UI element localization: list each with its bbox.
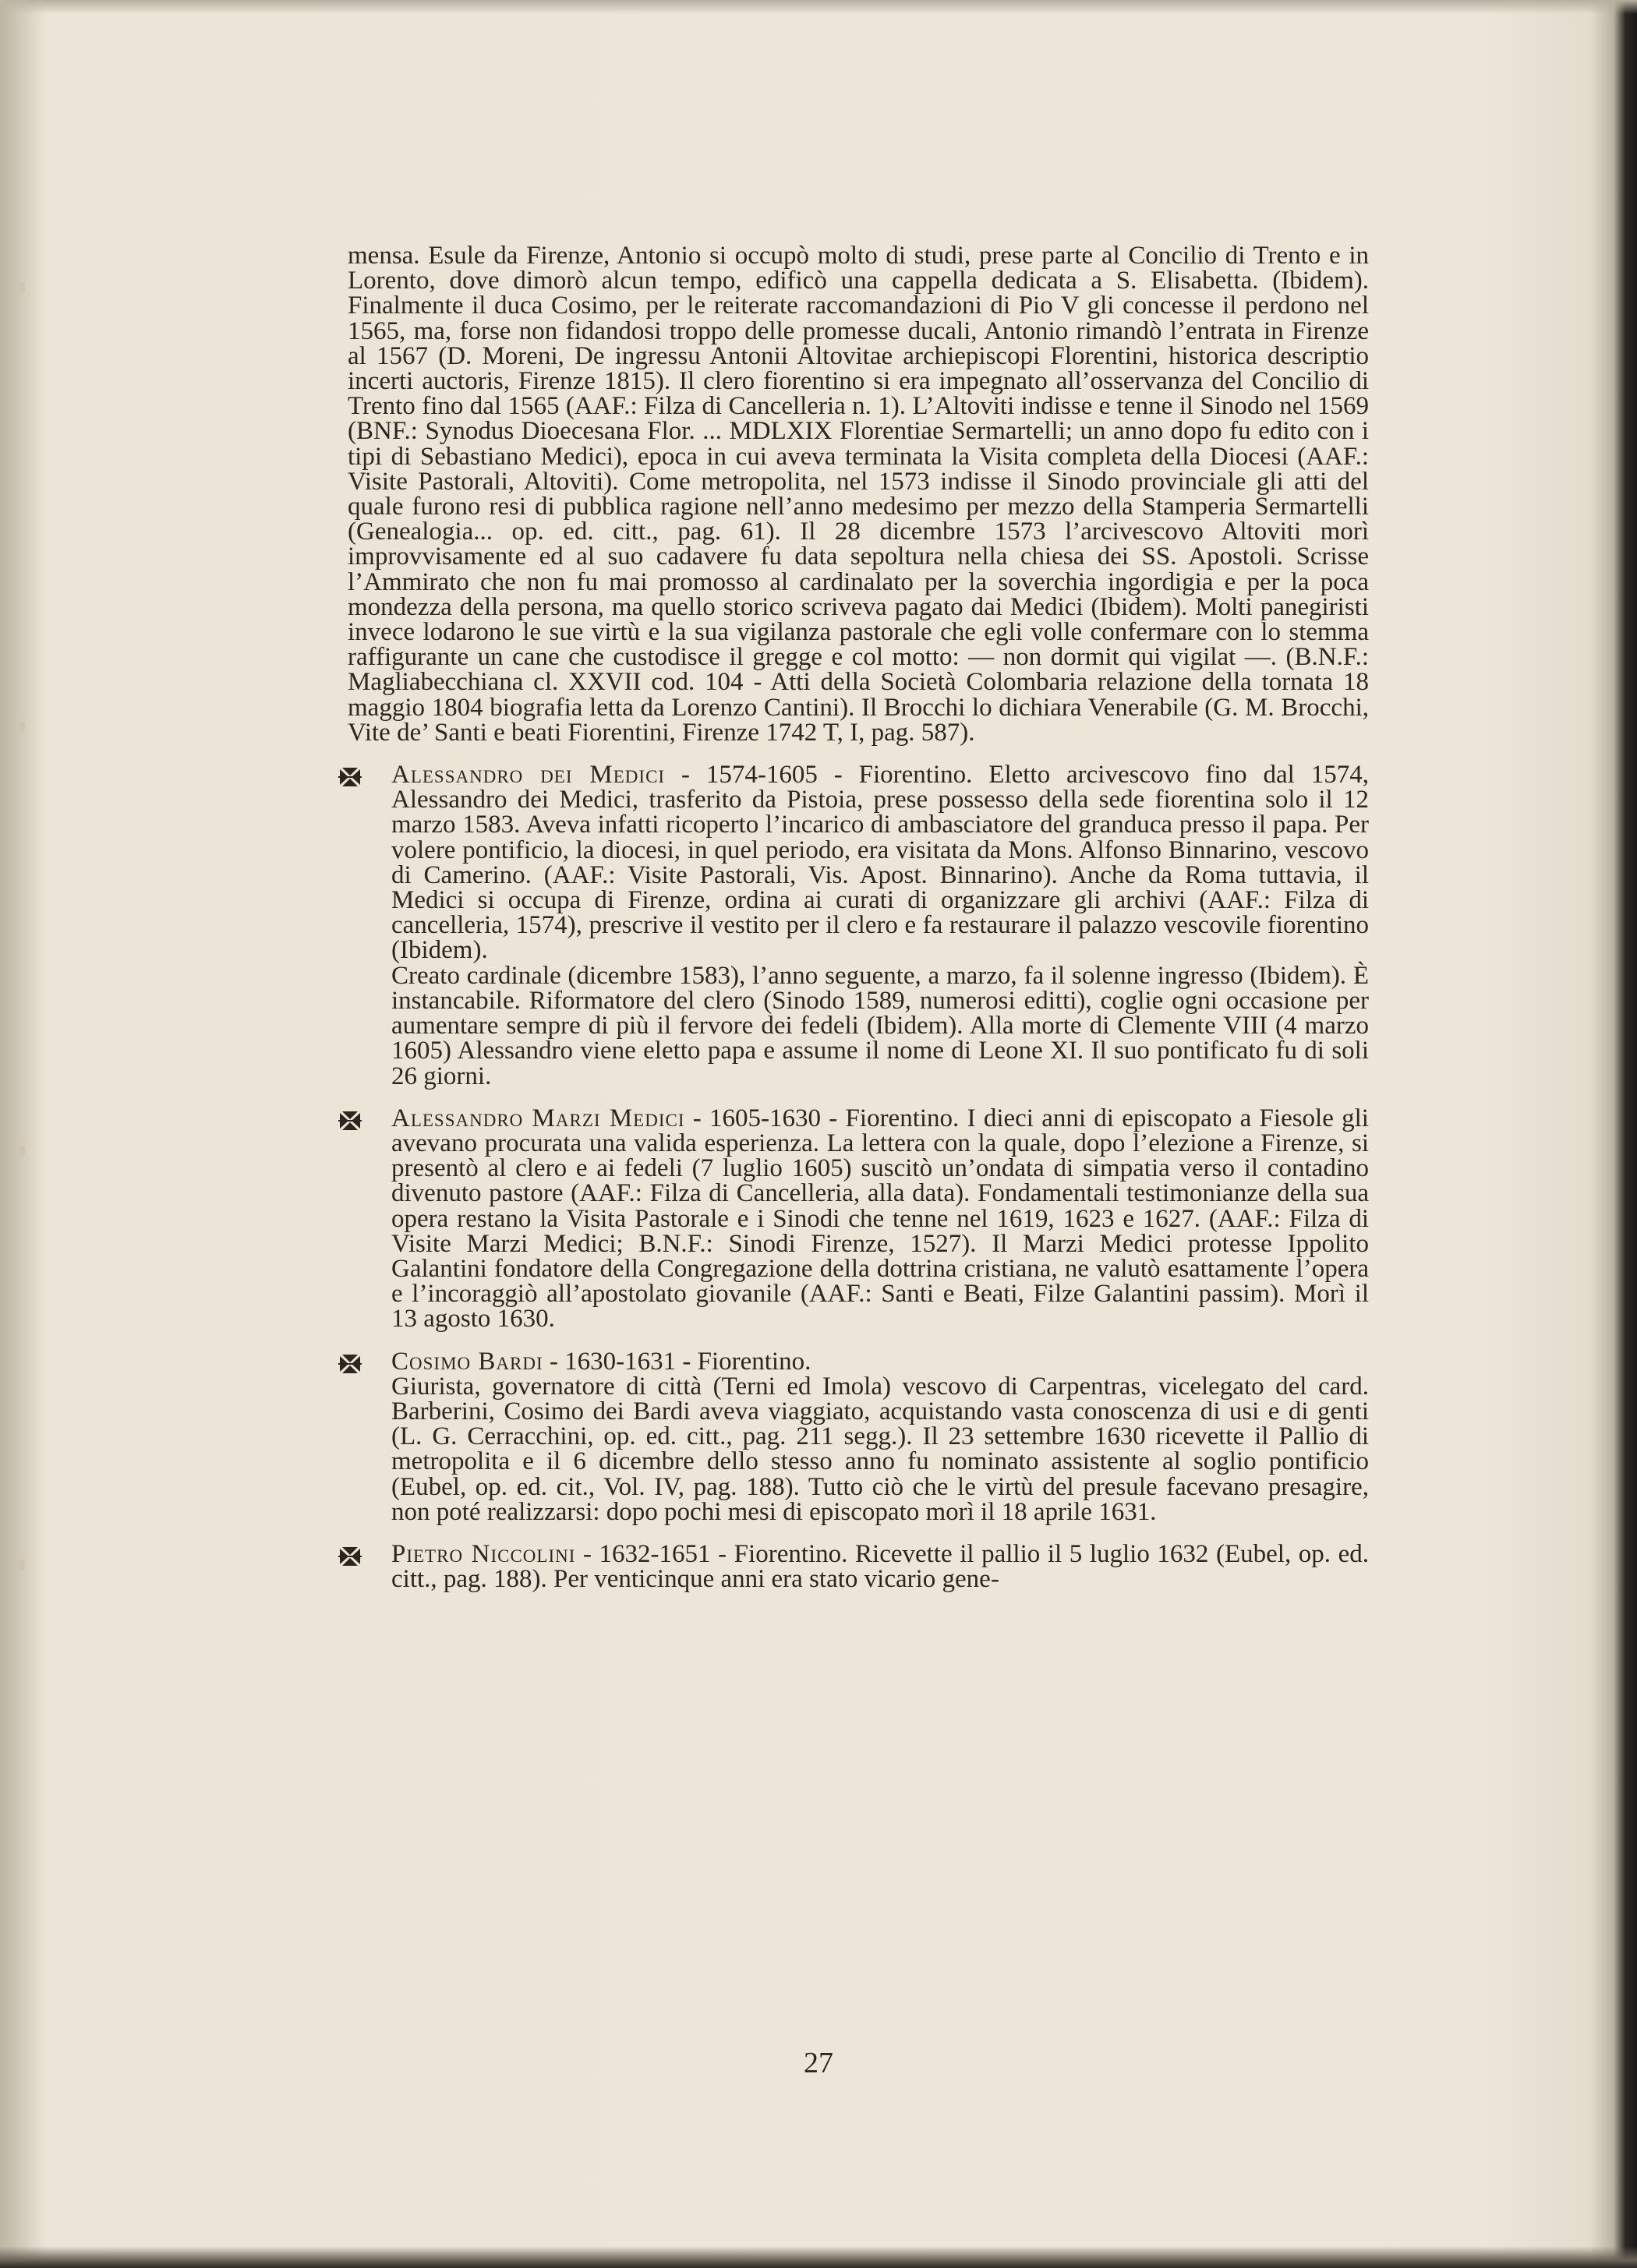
entry-name: Pietro Niccolini <box>391 1539 576 1568</box>
entry-pietro-niccolini <box>348 1539 1370 1594</box>
entry-name: Alessandro Marzi Medici <box>391 1104 685 1132</box>
entry-name: Cosimo Bardi <box>391 1347 543 1376</box>
binding-mark <box>17 282 25 293</box>
entry-cosimo-bardi <box>348 1349 1369 1524</box>
text-column <box>348 242 1370 1594</box>
entry-name: Alessandro dei Medici <box>391 761 666 790</box>
entry-alessandro-dei-medici <box>348 762 1369 1089</box>
entry-text: I dieci anni di episcopato a Fiesole gli avevano procurata una valida esperienza. La lettera con la quale, dopo l’elezione a Firenze, si presentò al clero e ai fedeli (7 luglio 1605) suscitò un’ondata di simpatia verso il contadino divenuto pastore (AAF.: Filza di Cancelleria, alla data). Fondamentali testimonianze della sua opera restano la Visita Pastorale e i Sinodi che tenne nel 1619, 1623 e 1627. (AAF.: Filza di Visite Marzi Medici; B.N.F.: Sinodi Firenze, 1527). Il Marzi Medici protesse Ippolito Galantini fondatore della Congregazione della dottrina cristiana, ne valutò esattamente l’opera e l’incoraggiò all’apostolato giovanile (AAF.: Santi e Beati, Filze Galantini passim). Morì il 13 agosto 1630. <box>391 1104 1369 1334</box>
entry-text-continued: Creato cardinale (dicembre 1583), l’anno seguente, a marzo, fa il solenne ingresso (Ibidem). È instancabile. Riformatore del clero (Sinodo 1589, numerosi editti), coglie ogni occasione per aumentare sempre di più il fervore dei fedeli (Ibidem). Alla morte di Clemente VIII (4 marzo 1605) Alessandro viene eletto papa e assume il nome di Leone XI. Il suo pontificato fu di soli 26 giorni. <box>391 961 1369 1090</box>
entry-header: - 1630-1631 - Fiorentino. <box>543 1347 811 1376</box>
cross-icon <box>338 1354 362 1374</box>
entry-text: Ricevette il pallio il 5 luglio 1632 (Eubel, op. ed. citt., pag. 188). Per venticinque anni era stato vicario gene- <box>391 1539 1370 1594</box>
cross-icon <box>338 767 362 787</box>
entry-header: - 1632-1651 - Fiorentino. <box>575 1539 856 1568</box>
entry-alessandro-marzi-medici <box>348 1106 1369 1332</box>
binding-mark <box>17 721 25 732</box>
entry-header: - 1574-1605 - Fiorentino. <box>665 761 989 790</box>
page-top-shadow <box>0 0 1637 14</box>
entry-header: - 1605-1630 - Fiorentino. <box>684 1104 967 1132</box>
page-left-shadow <box>0 0 47 2268</box>
intro-paragraph: mensa. Esule da Firenze, Antonio si occupò molto di studi, prese parte al Concilio di Trento e in Lorento, dove dimorò alcun tempo, edificò una cappella dedicata a S. Elisabetta. (Ibidem). Finalmente il duca Cosimo, per le reiterate raccomandazioni di Pio V gli concesse il perdono nel 1565, ma, forse non fidandosi troppo delle promesse ducali, Antonio rimandò l’entrata in Firenze al 1567 (D. Moreni, De ingressu Antonii Altovitae archiepiscopi Florentini, historica descriptio incerti auctoris, Firenze 1815). Il clero fiorentino si era impegnato all’osservanza del Concilio di Trento fino dal 1565 (AAF.: Filza di Cancelleria n. 1). L’Altoviti indisse e tenne il Sinodo nel 1569 (BNF.: Synodus Dioecesana Flor. ... MDLXIX Florentiae Sermartelli; un anno dopo fu edito con i tipi di Sebastiano Medici), epoca in cui aveva terminata la Visita completa della Diocesi (AAF.: Visite Pastorali, Altoviti). Come metropolita, nel 1573 indisse il Sinodo provinciale gli atti del quale furono resi di pubblica ragione nell’anno medesimo per mezzo della Stamperia Sermartelli (Genealogia... op. ed. citt., pag. 61). Il 28 dicembre 1573 l’arcivescovo Altoviti morì improvvisamente ed al suo cadavere fu data sepoltura nella chiesa dei SS. Apostoli. Scrisse l’Ammirato che non fu mai promosso al cardinalato per la soverchia ingordigia e per la poca mondezza della persona, ma quello storico scriveva pagato dai Medici (Ibidem). Molti panegiristi invece lodarono le sue virtù e la sua vigilanza pastorale che egli volle confermare con lo stemma raffigurante un cane che custodisce il gregge e col motto: — non dormit qui vigilat —. (B.N.F.: Magliabecchiana cl. XXVII cod. 104 - Atti della Società Colombaria relazione della tornata 18 maggio 1804 biografia letta da Lorenzo Cantini). Il Brocchi lo dichiara Venerabile (G. M. Brocchi, Vite de’ Santi e beati Fiorentini, Firenze 1742 T, I, pag. 587). <box>348 242 1369 747</box>
page-bottom-shadow <box>0 2246 1637 2268</box>
cross-icon <box>338 1111 362 1131</box>
binding-mark <box>17 1559 25 1570</box>
entry-text: Giurista, governatore di città (Terni ed Imola) vescovo di Carpentras, vicelegato del card. Barberini, Cosimo dei Bardi aveva viaggiato, acquistando vasta conoscenza di usi e di genti (L. G. Cerracchini, op. ed. citt., pag. 211 segg.). Il 23 settembre 1630 ricevette il Pallio di metropolita e il 6 dicembre dello stesso anno fu nominato assistente al soglio pontificio (Eubel, op. ed. cit., Vol. IV, pag. 188). Tutto ciò che le virtù del presule facevano presagire, non poté realizzarsi: dopo pochi mesi di episcopato morì il 18 aprile 1631. <box>391 1372 1369 1526</box>
entry-text: Eletto arcivescovo fino dal 1574, Alessandro dei Medici, trasferito da Pistoia, prese possesso della sede fiorentina solo il 12 marzo 1583. Aveva infatti ricoperto l’incarico di ambasciatore del granduca presso il papa. Per volere pontificio, la diocesi, in quel periodo, era visitata da Mons. Alfonso Binnarino, vescovo di Camerino. (AAF.: Visite Pastorali, Vis. Apost. Binnarino). Anche da Roma tuttavia, il Medici si occupa di Firenze, ordina ai curati di organizzare gli archivi (AAF.: Filza di cancelleria, 1574), prescrive il vestito per il clero e fa restaurare il palazzo vescovile fiorentino (Ibidem). <box>391 761 1369 965</box>
cross-icon <box>338 1546 362 1567</box>
page-number: 27 <box>804 2047 833 2079</box>
binding-mark <box>17 1146 25 1157</box>
